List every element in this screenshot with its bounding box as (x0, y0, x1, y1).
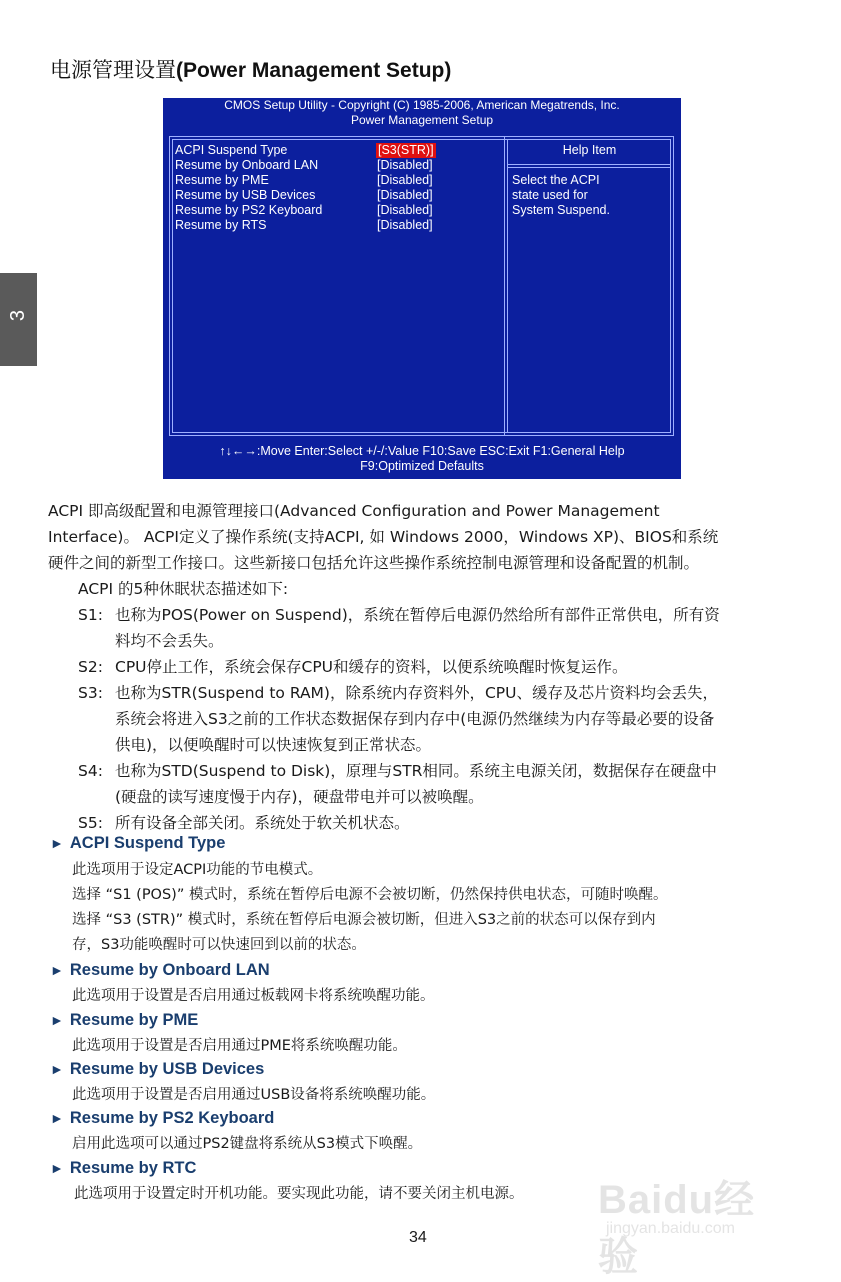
bios-value-onboard-lan[interactable]: [Disabled] (377, 158, 433, 172)
section-title: ACPI Suspend Type (69, 834, 226, 852)
chapter-number: 3 (7, 309, 29, 322)
section-line: 选择 “S1 (POS)” 模式时，系统在暂停后电源不会被切断，仍然保持供电状态，可随时唤醒。 (72, 887, 668, 903)
state-tag: S3: (78, 684, 103, 702)
section-line: 此选项用于设置是否启用通过板载网卡将系统唤醒功能。 (72, 988, 435, 1004)
bios-divider-inner (507, 139, 508, 433)
watermark-main-text: Baidu经验 (598, 1178, 756, 1279)
section-line: 此选项用于设置是否启用通过PME将系统唤醒功能。 (72, 1038, 407, 1054)
bios-divider (504, 136, 505, 436)
section-line: 启用此选项可以通过PS2键盘将系统从S3模式下唤醒。 (72, 1136, 423, 1152)
state-line: 系统会将进入S3之前的工作状态数据保存到内存中(电源仍然继续为内存等最必要的设备 (115, 710, 715, 728)
triangle-bullet-icon: ► (50, 1110, 64, 1126)
bios-value-acpi-suspend-type[interactable]: [S3(STR)] (378, 143, 434, 157)
triangle-bullet-icon: ► (50, 962, 64, 978)
baidu-watermark-logo (598, 1150, 794, 1279)
state-line: 料均不会丢失。 (115, 632, 224, 650)
bios-header-title: Power Management Setup (350, 113, 494, 127)
bios-item-ps2[interactable]: Resume by PS2 Keyboard (175, 203, 323, 217)
triangle-bullet-icon: ► (50, 1012, 64, 1028)
section-heading (50, 834, 225, 853)
page-title (50, 54, 451, 84)
state-line: (硬盘的读写速度慢于内存)，硬盘带电并可以被唤醒。 (115, 788, 484, 806)
watermark-url-text: jingyan.baidu.com (606, 1220, 735, 1237)
section-line: 此选项用于设定ACPI功能的节电模式。 (72, 862, 323, 878)
bios-item-acpi-suspend-type[interactable]: ACPI Suspend Type (175, 143, 288, 157)
state-line: 所有设备全部关闭。系统处于软关机状态。 (115, 814, 410, 832)
help-separator-inner (507, 167, 671, 168)
section-title: Resume by PS2 Keyboard (69, 1109, 275, 1127)
state-tag: S1: (78, 606, 103, 624)
bios-value-pme[interactable]: [Disabled] (377, 173, 433, 187)
state-line: 也称为POS(Power on Suspend)，系统在暂停后电源仍然给所有部件正常供电，所有资 (115, 606, 720, 624)
help-text-line: System Suspend. (512, 203, 610, 217)
section-heading (50, 1109, 274, 1128)
section-title: Resume by RTC (69, 1159, 197, 1177)
state-line: 也称为STD(Suspend to Disk)，原理与STR相同。系统主电源关闭，数据保存在硬盘中 (115, 762, 717, 780)
bios-item-rts[interactable]: Resume by RTS (175, 218, 267, 232)
page-title-cn: 电源管理设置 (50, 58, 176, 82)
section-line: 此选项用于设置是否启用通过USB设备将系统唤醒功能。 (72, 1087, 436, 1103)
page-title-en: (Power Management Setup) (176, 59, 452, 82)
triangle-bullet-icon: ► (50, 1061, 64, 1077)
state-line: CPU停止工作，系统会保存CPU和缓存的资料，以便系统唤醒时恢复运作。 (115, 658, 628, 676)
section-line: 存，S3功能唤醒时可以快速回到以前的状态。 (72, 937, 366, 953)
state-line: 也称为STR(Suspend to RAM)，除系统内存资料外，CPU、缓存及芯片资料均会丢失， (115, 684, 718, 702)
state-tag: S4: (78, 762, 103, 780)
bios-footer-keys: ↑↓←→:Move Enter:Select +/-/:Value F10:Save ESC:Exit F1:General Help (219, 444, 625, 458)
bios-screenshot (163, 98, 681, 479)
section-heading (50, 961, 270, 980)
help-text-line: Select the ACPI (512, 173, 600, 187)
section-title: Resume by Onboard LAN (69, 961, 270, 979)
bios-footer-defaults: F9:Optimized Defaults (360, 459, 484, 473)
help-title: Help Item (562, 143, 617, 157)
help-text-line: state used for (512, 188, 588, 202)
intro-line: Interface)。 ACPI定义了操作系统(支持ACPI, 如 Windows 2000，Windows XP)、BIOS和系统 (48, 528, 719, 546)
section-line: 选择 “S3 (STR)” 模式时，系统在暂停后电源会被切断，但进入S3之前的状态可以保存到内 (72, 912, 656, 928)
chapter-tab (0, 273, 37, 366)
section-heading (50, 1011, 198, 1030)
bios-item-onboard-lan[interactable]: Resume by Onboard LAN (175, 158, 319, 172)
bios-value-ps2[interactable]: [Disabled] (377, 203, 433, 217)
intro-line: ACPI 的5种休眠状态描述如下: (78, 580, 289, 598)
help-separator (507, 164, 671, 165)
state-tag: S5: (78, 814, 103, 832)
bios-item-usb[interactable]: Resume by USB Devices (175, 188, 316, 202)
page-number: 34 (409, 1229, 427, 1246)
section-title: Resume by PME (69, 1011, 199, 1029)
state-line: 供电)，以便唤醒时可以快速恢复到正常状态。 (115, 736, 432, 754)
triangle-bullet-icon: ► (50, 1160, 64, 1176)
bios-item-pme[interactable]: Resume by PME (175, 173, 269, 187)
section-title: Resume by USB Devices (69, 1060, 265, 1078)
bios-header-copyright: CMOS Setup Utility - Copyright (C) 1985-2006, American Megatrends, Inc. (224, 98, 620, 112)
bios-value-usb[interactable]: [Disabled] (377, 188, 433, 202)
section-heading (50, 1159, 196, 1178)
state-tag: S2: (78, 658, 103, 676)
intro-line: ACPI 即高级配置和电源管理接口(Advanced Configuration and Power Management (48, 502, 660, 520)
triangle-bullet-icon: ► (50, 835, 64, 851)
intro-line: 硬件之间的新型工作接口。这些新接口包括允许这些操作系统控制电源管理和设备配置的机制。 (48, 554, 700, 572)
section-line: 此选项用于设置定时开机功能。要实现此功能，请不要关闭主机电源。 (74, 1186, 524, 1202)
section-heading (50, 1060, 264, 1079)
bios-value-rts[interactable]: [Disabled] (377, 218, 433, 232)
